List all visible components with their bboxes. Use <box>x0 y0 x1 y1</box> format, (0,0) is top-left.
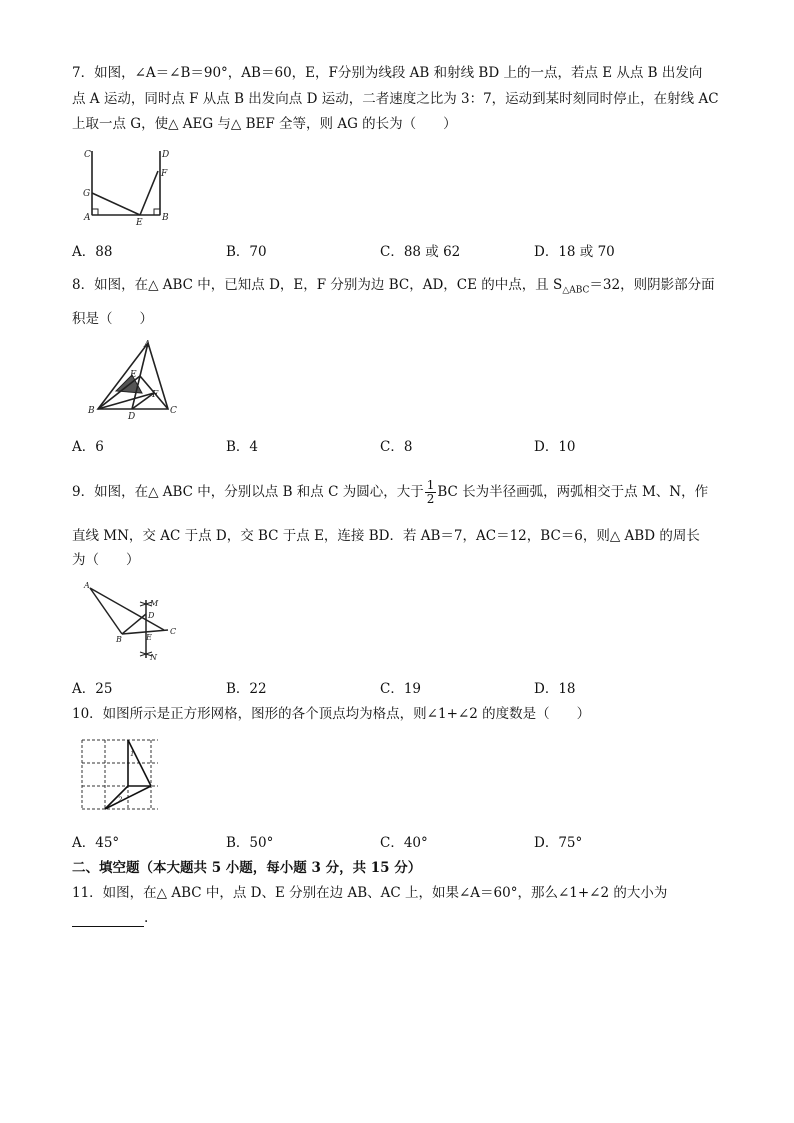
q9-options <box>72 680 732 698</box>
q7-option-c[interactable]: C．88 或 62 <box>380 244 461 260</box>
q9-label-d: D <box>148 611 155 620</box>
q9-figure <box>80 578 190 668</box>
q10-option-a[interactable]: A．45° <box>72 835 120 851</box>
q7-options <box>72 243 732 261</box>
q8-label-a: A <box>144 340 151 350</box>
q9-option-d[interactable]: D．18 <box>534 681 576 697</box>
q11-period: . <box>144 910 149 926</box>
q7-label-a: A <box>84 213 91 223</box>
q11-line2 <box>72 909 148 927</box>
q9-label-n: N <box>150 653 157 662</box>
q8-line2: 积是（ ） <box>72 311 153 327</box>
q8-option-b[interactable]: B．4 <box>226 439 259 455</box>
q10-line1: 10．如图所示是正方形网格，图形的各个顶点均为格点，则∠1+∠2 的度数是（ ） <box>72 706 591 722</box>
q11-answer-blank[interactable] <box>72 912 144 927</box>
q8-option-c[interactable]: C．8 <box>380 439 413 455</box>
q7-line3: 上取一点 G，使△ AEG 与△ BEF 全等，则 AG 的长为（ ） <box>72 116 457 132</box>
q7-figure <box>80 143 180 227</box>
q10-option-b[interactable]: B．50° <box>226 835 274 851</box>
q9-line1-post: BC 长为半径画弧，两弧相交于点 M、N，作 <box>437 484 709 500</box>
q8-label-e: E <box>130 370 137 380</box>
q9-option-c[interactable]: C．19 <box>380 681 422 697</box>
q9-line3: 为（ ） <box>72 552 140 568</box>
section2-title: 二、填空题（本大题共 5 小题，每小题 3 分，共 15 分） <box>72 860 422 876</box>
q10-angle-2: 2 <box>118 796 123 804</box>
q8-label-b: B <box>88 406 95 416</box>
q9-line2: 直线 MN，交 AC 于点 D，交 BC 于点 E，连接 BD．若 AB＝7，AC＝12，BC＝6，则△ ABD 的周长 <box>72 528 700 544</box>
q9-frac-den: 2 <box>426 492 435 506</box>
q7-line1: 7．如图，∠A＝∠B＝90°，AB＝60，E，F分别为线段 AB 和射线 BD 上的一点，若点 E 从点 B 出发向 <box>72 65 703 81</box>
q9-label-c: C <box>170 627 177 636</box>
q7-label-d: D <box>162 150 170 160</box>
q7-label-g: G <box>83 189 91 199</box>
q7-line2: 点 A 运动，同时点 F 从点 B 出发向点 D 运动，二者速度之比为 3：7，运动到某时刻同时停止，在射线 AC <box>72 91 719 107</box>
q9-option-b[interactable]: B．22 <box>226 681 267 697</box>
q10-option-d[interactable]: D．75° <box>534 835 583 851</box>
q7-label-f: F <box>161 169 168 179</box>
q10-options <box>72 834 732 852</box>
q8-line1-pre: 8．如图，在△ ABC 中，已知点 D，E，F 分别为边 BC，AD，CE 的中点，且 S <box>72 277 563 293</box>
q8-area-subscript: △ABC <box>562 285 590 296</box>
q8-line1 <box>72 276 715 300</box>
q7-option-d[interactable]: D．18 或 70 <box>534 244 615 260</box>
q9-label-b: B <box>116 635 122 644</box>
q8-line1-post: ＝32，则阴影部分面 <box>589 277 715 293</box>
q7-label-c: C <box>84 150 91 160</box>
q10-angle-1: 1 <box>130 750 135 758</box>
q8-label-d: D <box>128 412 136 421</box>
q8-figure <box>86 335 186 421</box>
q8-option-a[interactable]: A．6 <box>72 439 104 455</box>
q7-option-a[interactable]: A．88 <box>72 244 113 260</box>
q9-label-a: A <box>84 581 90 590</box>
q9-line1-pre: 9．如图，在△ ABC 中，分别以点 B 和点 C 为圆心，大于 <box>72 484 424 500</box>
q10-figure <box>78 734 164 820</box>
q9-fraction <box>425 479 437 506</box>
q8-label-c: C <box>170 406 177 416</box>
q9-option-a[interactable]: A．25 <box>72 681 113 697</box>
q7-label-e: E <box>136 218 143 227</box>
q11-line1: 11．如图，在△ ABC 中，点 D、E 分别在边 AB、AC 上，如果∠A＝60°，那么∠1+∠2 的大小为 <box>72 885 668 901</box>
q9-label-e: E <box>146 633 152 642</box>
q9-label-m: M <box>150 599 159 608</box>
q7-label-b: B <box>162 213 169 223</box>
q8-option-d[interactable]: D．10 <box>534 439 576 455</box>
q8-label-f: F <box>152 390 159 400</box>
q8-options <box>72 438 732 456</box>
q9-frac-num: 1 <box>426 478 435 492</box>
q9-line1 <box>72 479 708 506</box>
q7-option-b[interactable]: B．70 <box>226 244 267 260</box>
q10-option-c[interactable]: C．40° <box>380 835 428 851</box>
